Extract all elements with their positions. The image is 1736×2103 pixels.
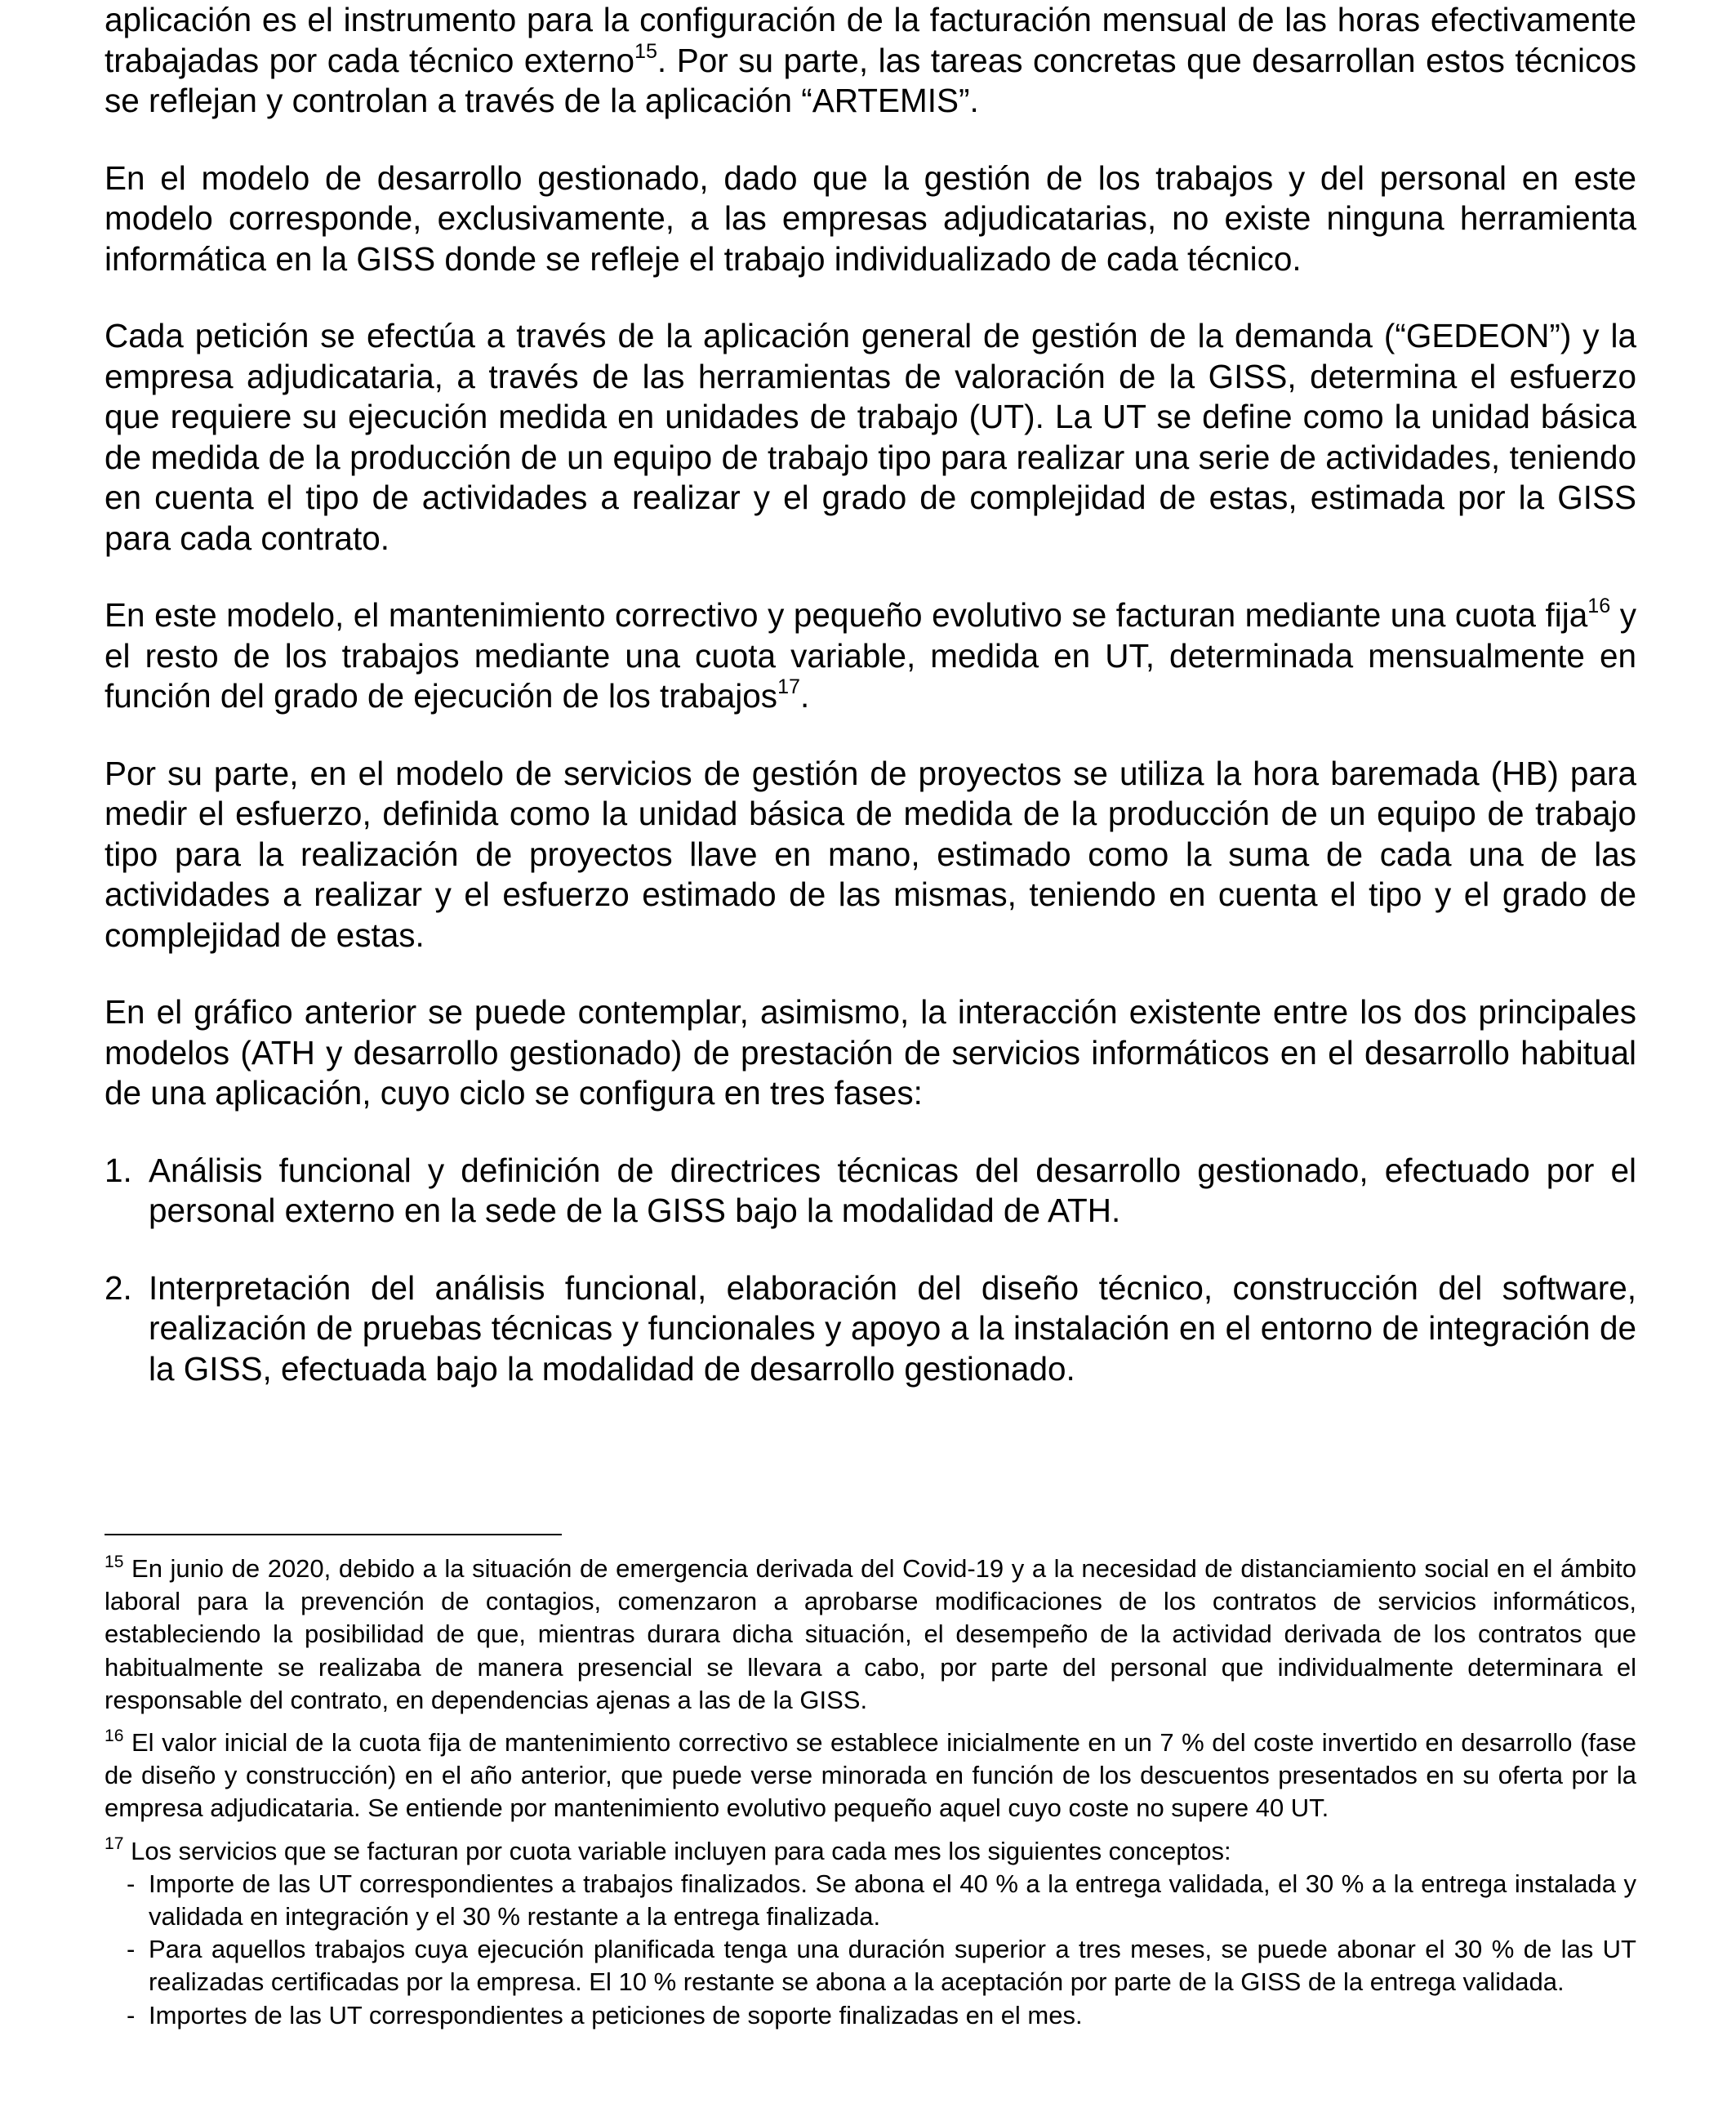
paragraph-2: En el modelo de desarrollo gestionado, dado que la gestión de los trabajos y del personal en este modelo corresponde, exclusivamente, a las empresas adjudicatarias, no existe ninguna herramienta informática en la GISS donde se refleje el trabajo individualizado de cada técnico. <box>105 158 1636 278</box>
footnote-bullet: - Para aquellos trabajos cuya ejecución planificada tenga una duración superior a tres meses, se puede abonar el 30 % de las UT realizadas certificadas por la empresa. El 10 % restante se abona a la aceptación por parte de la GISS de la entrega validada. <box>127 1935 1636 1997</box>
paragraph-6: En el gráfico anterior se puede contemplar, asimismo, la interacción existente entre los dos principales modelos (ATH y desarrollo gestionado) de prestación de servicios informáticos en el desarrollo habitual de una aplicación, cuyo ciclo se configura en tres fases: <box>105 993 1636 1112</box>
footnote-bullet-list <box>105 1868 1636 2032</box>
list-item-1 <box>105 1151 1636 1232</box>
list-number: 1. <box>105 1151 132 1189</box>
list-item-text: Análisis funcional y definición de directrices técnicas del desarrollo gestionado, efectuado por el personal externo en la sede de la GISS bajo la modalidad de ATH. <box>149 1151 1636 1229</box>
footnote-ref-17[interactable]: 17 <box>777 675 800 698</box>
footnote-text: En junio de 2020, debido a la situación de emergencia derivada del Covid-19 y a la necesidad de distanciamiento social en el ámbito laboral para la prevención de contagios, comenzaron a aprobarse modificaciones de los contratos de servicios informáticos, estableciendo la posibilidad de que, mientras durara dicha situación, el desempeño de la actividad derivada de los contratos que habitualmente se realizaba de manera presencial se llevara a cabo, por parte del personal que individualmente determinara el responsable del contrato, en dependencias ajenas a las de la GISS. <box>105 1554 1636 1714</box>
list-item-text: Interpretación del análisis funcional, elaboración del diseño técnico, construcción del software, realización de pruebas técnicas y funcionales y apoyo a la instalación en el entorno de integración de la GISS, efectuada bajo la modalidad de desarrollo gestionado. <box>149 1268 1636 1388</box>
dash-bullet-icon: - <box>127 1869 136 1898</box>
footnote-separator <box>105 1534 562 1535</box>
footnote-15 <box>105 1553 1636 1717</box>
paragraph-3: Cada petición se efectúa a través de la aplicación general de gestión de la demanda (“GEDEON”) y la empresa adjudicataria, a través de las herramientas de valoración de la GISS, determina el esfuerzo que requiere su ejecución medida en unidades de trabajo (UT). La UT se define como la unidad básica de medida de la producción de un equipo de trabajo tipo para realizar una serie de actividades, teniendo en cuenta el tipo de actividades a realizar y el grado de complejidad de estas, estimada por la GISS para cada contrato. <box>105 317 1636 557</box>
footnote-ref-16[interactable]: 16 <box>1587 595 1611 617</box>
footnote-number: 16 <box>105 1726 124 1745</box>
list-number: 2. <box>105 1268 132 1307</box>
footnote-number: 15 <box>105 1552 124 1571</box>
footnote-ref-15[interactable]: 15 <box>634 39 657 63</box>
footnote-16 <box>105 1727 1636 1825</box>
footnote-text: El valor inicial de la cuota fija de mantenimiento correctivo se establece inicialmente en un 7 % del coste invertido en desarrollo (fase de diseño y construcción) en el año anterior, que puede verse minorada en función de los descuentos presentados en su oferta por la empresa adjudicataria. Se entiende por mantenimiento evolutivo pequeño aquel cuyo coste no supere 40 UT. <box>105 1728 1636 1823</box>
footnote-text: Los servicios que se facturan por cuota variable incluyen para cada mes los siguientes conceptos: <box>131 1836 1231 1865</box>
dash-bullet-icon: - <box>127 1935 136 1964</box>
footnote-bullet: - Importe de las UT correspondientes a trabajos finalizados. Se abona el 40 % a la entrega validada, el 30 % a la entrega instalada y validada en integración y el 30 % restante a la entrega finalizada. <box>127 1869 1636 1931</box>
footnote-number: 17 <box>105 1834 124 1854</box>
paragraph-5: Por su parte, en el modelo de servicios de gestión de proyectos se utiliza la hora baremada (HB) para medir el esfuerzo, definida como la unidad básica de medida de la producción de un equipo de trabajo tipo para la realización de proyectos llave en mano, estimado como la suma de cada una de las actividades a realizar y el esfuerzo estimado de las mismas, teniendo en cuenta el tipo y el grado de complejidad de estas. <box>105 754 1636 954</box>
list-item-2 <box>105 1268 1636 1390</box>
body-text <box>105 0 1636 1426</box>
footnote-17 <box>105 1835 1636 2032</box>
paragraph-4: En este modelo, el mantenimiento correctivo y pequeño evolutivo se facturan mediante una cuota fija$^{16}$ y el resto de los trabajos mediante una cuota variable, medida en UT, determinada mensualmente en función del grado de ejecución de los trabajos$^{17}$. <box>105 595 1636 715</box>
paragraph-1: aplicación es el instrumento para la configuración de la facturación mensual de las horas efectivamente trabajadas por cada técnico externo$^{15}$. Por su parte, las tareas concretas que desarrollan estos técnicos se reflejan y controlan a través de la aplicación “ARTEMIS”. <box>105 1 1636 119</box>
footnote-bullet: - Importes de las UT correspondientes a peticiones de soporte finalizadas en el mes. <box>105 1999 1636 2032</box>
dash-bullet-icon: - <box>127 2000 136 2029</box>
footnotes <box>105 1553 1636 2042</box>
